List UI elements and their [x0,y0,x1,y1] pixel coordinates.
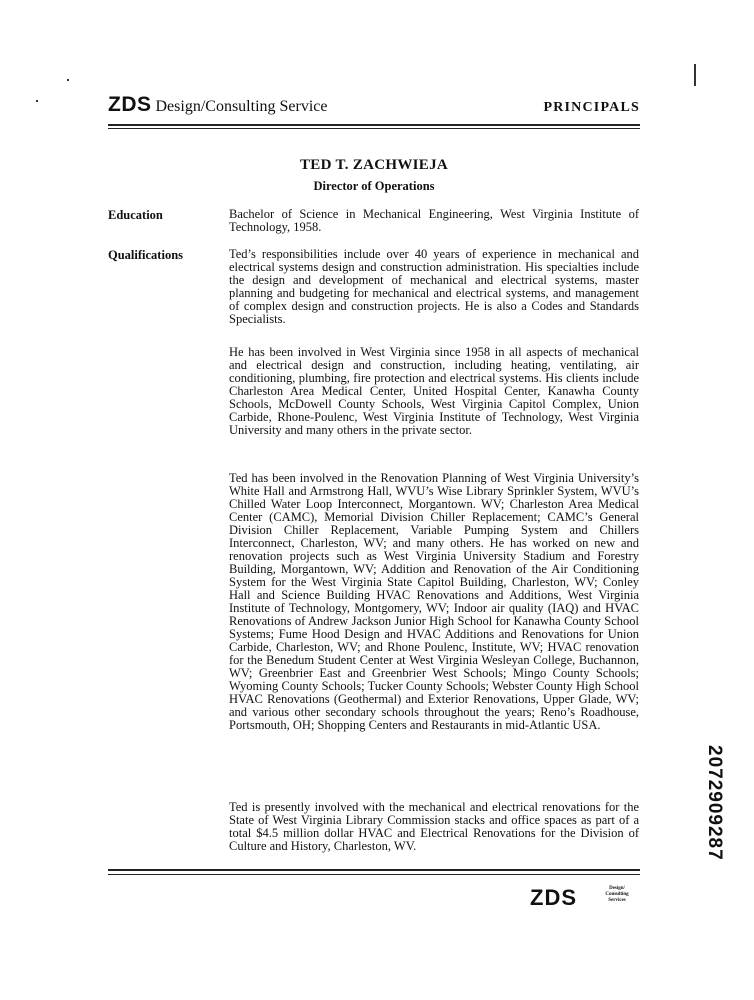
footer-logo-subtitle [594,886,640,904]
brand-text: Design/Consulting Service [155,98,328,115]
footer-sub-line-1: Design/ [609,886,625,891]
section-title: PRINCIPALS [543,100,640,115]
qualifications-paragraph-1: Ted’s responsibilities include over 40 years of experience in mechanical and electrical systems design and construction administration. His specialties include the design and development of mechanical and electrical systems, master planning and budgeting for mechanical and electrical systems, and management of complex design and construction projects. He is also a Codes and Standards Specialists. [229,247,639,326]
footer-sub-line-2: Consulting [605,892,629,897]
scan-mark [694,64,696,86]
brand-logo: ZDS [108,93,152,116]
education-text: Bachelor of Science in Mechanical Engineering, West Virginia Institute of Technology, 1958. [229,207,639,234]
scan-speck [36,100,38,102]
footer-logo: ZDS [530,885,577,910]
education-label: Education [108,208,163,222]
header-rule-thin [108,128,640,129]
person-name: TED T. ZACHWIEJA [299,157,449,173]
scan-speck [67,79,69,81]
letterhead [108,93,640,121]
qualifications-paragraph-3: Ted has been involved in the Renovation Planning of West Virginia University’s White Hall and Armstrong Hall, WVU’s Wise Library Sprinkler System, WVU’s Chilled Water Loop Interconnect, Morgantown. WV; Charleston Area Medical Center (CAMC), Memorial Division Chiller Replacement; CAMC’s General Division Chiller Replacement, Variable Pumping System and Chillers Interconnect, Charleston, WV; and many others. He has worked on new and renovation projects such as West Virginia University Stadium and Forestry Building, Morgantown, WV; Addition and Renovation of the Air Conditioning System for the West Virginia State Capitol Building, Charleston, WV; Conley Hall and Science Building HVAC Renovations and Additions, West Virginia Institute of Technology, Montgomery, WV; Indoor air quality (IAQ) and HVAC Renovations of Andrew Jackson Junior High School for Kanawha County School Systems; Fume Hood Design and HVAC Additions and Renovations for Union Carbide, Charleston, WV; and Rhone Poulenc, Institute, WV; HVAC renovation for the Benedum Student Center at West Virginia Wesleyan College, Buchannon, WV; Greenbrier East and Greenbrier West Schools; Mingo County Schools; Wyoming County Schools; Tucker County Schools; Webster County High School HVAC Renovations (Geothermal) and Exterior Renovations, Upper Glade, WV; and various other secondary schools throughout the years; Reno’s Roadhouse, Portsmouth, OH; Shopping Centers and Restaurants in mid-Atlantic USA. [229,471,639,732]
qualifications-paragraph-2: He has been involved in West Virginia since 1958 in all aspects of mechanical and electrical design and construction, including heating, ventilating, air conditioning, plumbing, fire protection and electrical systems. His clients include Charleston Area Medical Center, United Hospital Center, Kanawha County Schools, McDowell County Schools, West Virginia Capitol Complex, Union Carbide, Rhone-Poulenc, West Virginia Institute of Technology, West Virginia University and many others in the private sector. [229,345,639,437]
document-number: 2072909287 [704,745,725,861]
footer-rule-thin [108,874,640,875]
brand [108,93,327,117]
qualifications-paragraph-4: Ted is presently involved with the mechanical and electrical renovations for the State of West Virginia Library Commission stacks and office spaces as part of a total $4.5 million dollar HVAC and Electrical Renovations for the Division of Culture and History, Charleston, WV. [229,800,639,853]
person-title: Director of Operations [313,179,435,193]
qualifications-label: Qualifications [108,248,184,262]
footer-sub-line-3: Services [608,898,626,903]
header-rule [108,124,640,126]
footer-rule [108,869,640,871]
